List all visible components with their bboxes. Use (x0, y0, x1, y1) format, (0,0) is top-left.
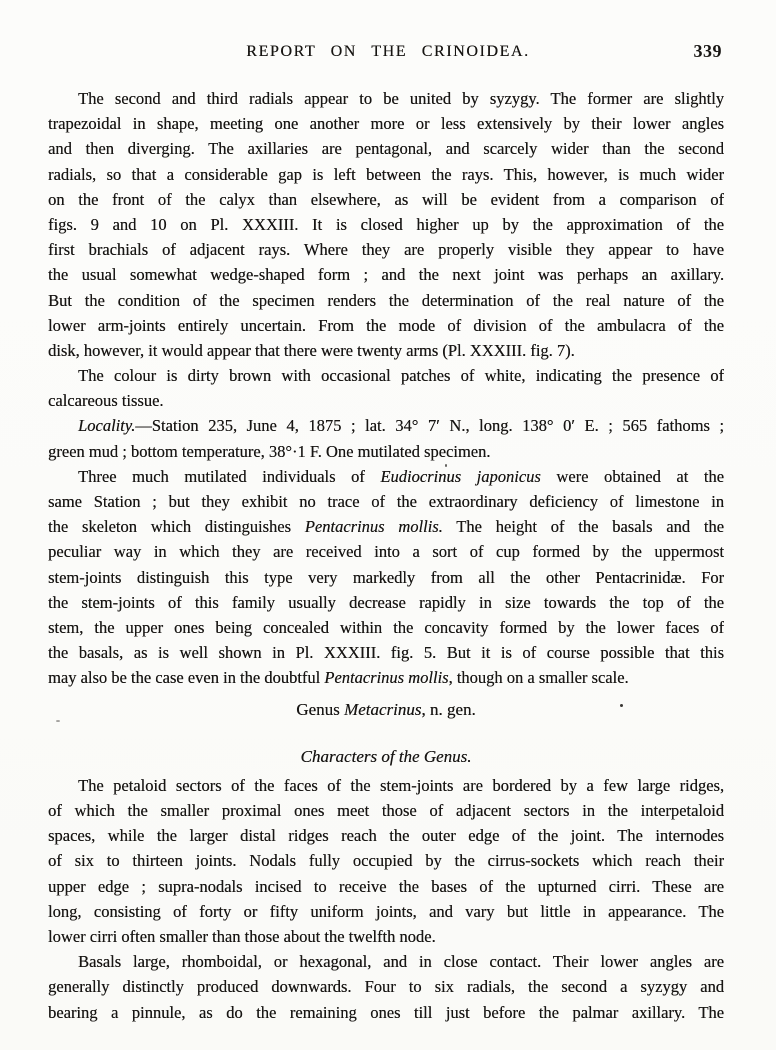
text-line: the usual somewhat wedge-shaped form ; and the next joint was perhaps an axillary. (48, 265, 724, 285)
paragraph-colour (48, 363, 724, 413)
text-line: may also be the case even in the doubtful Pentacrinus mollis, though on a smaller scale. (48, 668, 629, 688)
page-number: 339 (693, 41, 722, 61)
text-block (48, 86, 724, 1025)
text-line: The colour is dirty brown with occasional patches of white, indicating the presence of (78, 366, 724, 386)
text-line: bearing a pinnule, as do the remaining ones till just before the palmar axillary. The (48, 1002, 724, 1022)
text-line: of six to thirteen joints. Nodals fully occupied by the cirrus-sockets which reach their (48, 851, 724, 871)
paragraph-radials (48, 86, 724, 363)
text-line: spaces, while the larger distal ridges reach the outer edge of the joint. The internodes (48, 826, 724, 846)
running-head-title: REPORT ON THE CRINOIDEA. (246, 43, 530, 60)
text-line: of which the smaller proximal ones meet those of adjacent sectors in the interpetaloid (48, 801, 724, 821)
genus-heading: Genus Metacrinus, n. gen. (296, 699, 476, 719)
text-line: calcareous tissue. (48, 391, 164, 411)
section-subheading: Characters of the Genus. (300, 746, 472, 766)
species-name: Eudiocrinus japonicus (380, 466, 541, 486)
scan-speck (56, 720, 60, 722)
text-line: the skeleton which distinguishes Pentacrinus mollis. The height of the basals and the (48, 517, 724, 537)
text-line: same Station ; but they exhibit no trace of the extraordinary deficiency of limestone in (48, 492, 724, 511)
text-line (48, 413, 724, 438)
text-line: But the condition of the specimen renders the determination of the real nature of the (48, 290, 724, 310)
paragraph-eudiocrinus (48, 464, 724, 691)
text-line: the stem-joints of this family usually decrease rapidly in size towards the top of the (48, 592, 724, 612)
paragraph-locality (48, 413, 724, 463)
text-line: The second and third radials appear to be united by syzygy. The former are slightly (78, 89, 724, 108)
paragraph-basals (48, 949, 724, 1025)
text-line: upper edge ; supra-nodals incised to receive the bases of the upturned cirri. These are (48, 876, 724, 896)
text-line: lower arm-joints entirely uncertain. From the mode of division of the ambulacra of the (48, 315, 724, 335)
text-line: peculiar way in which they are received into a sort of cup formed by the uppermost (48, 542, 724, 562)
text-line: lower cirri often smaller than those about the twelfth node. (48, 927, 436, 946)
text-line: stem, the upper ones being concealed within the concavity formed by the lower faces of (48, 617, 724, 637)
text-line: Basals large, rhomboidal, or hexagonal, and in close contact. Their lower angles are (78, 952, 724, 972)
genus-name: Metacrinus (343, 699, 422, 719)
text-line: and then diverging. The axillaries are pentagonal, and scarcely wider than the second (48, 139, 724, 159)
text-line: on the front of the calyx than elsewhere, as will be evident from a comparison of (48, 189, 724, 209)
species-name: Pentacrinus mollis. (304, 517, 443, 537)
text-line: green mud ; bottom temperature, 38°·1 F. One mutilated specimen. (48, 441, 491, 461)
text-line: radials, so that a considerable gap is left between the rays. This, however, is much wider (48, 164, 724, 184)
locality-label: Locality. (78, 416, 136, 436)
text-line: disk, however, it would appear that there were twenty arms (Pl. XXXIII. fig. 7). (48, 340, 575, 360)
text-line: Three much mutilated individuals of Eudiocrinus japonicus were obtained at the (78, 466, 724, 486)
paragraph-petaloid (48, 773, 724, 949)
text-line: first brachials of adjacent rays. Where they are properly visible they appear to have (48, 240, 724, 260)
species-name: Pentacrinus mollis (324, 668, 449, 688)
text-line: the basals, as is well shown in Pl. XXXIII. fig. 5. But it is of course possible that this (48, 643, 724, 663)
text-line: long, consisting of forty or fifty uniform joints, and vary but little in appearance. The (48, 901, 724, 921)
locality-details: —Station 235, June 4, 1875 ; lat. 34° 7′ N., long. 138° 0′ E. ; 565 fathoms ; (135, 416, 724, 436)
scan-speck (445, 464, 447, 467)
text-line: The petaloid sectors of the faces of the stem-joints are bordered by a few large ridges, (78, 775, 724, 795)
text-line: trapezoidal in shape, meeting one another more or less extensively by their lower angles (48, 114, 724, 134)
scan-speck (620, 704, 623, 707)
text-line: generally distinctly produced downwards. Four to six radials, the second a syzygy and (48, 977, 724, 997)
text-line: figs. 9 and 10 on Pl. XXXIII. It is closed higher up by the approximation of the (48, 214, 724, 234)
text-line: stem-joints distinguish this type very markedly from all the other Pentacrinidæ. For (48, 567, 724, 587)
